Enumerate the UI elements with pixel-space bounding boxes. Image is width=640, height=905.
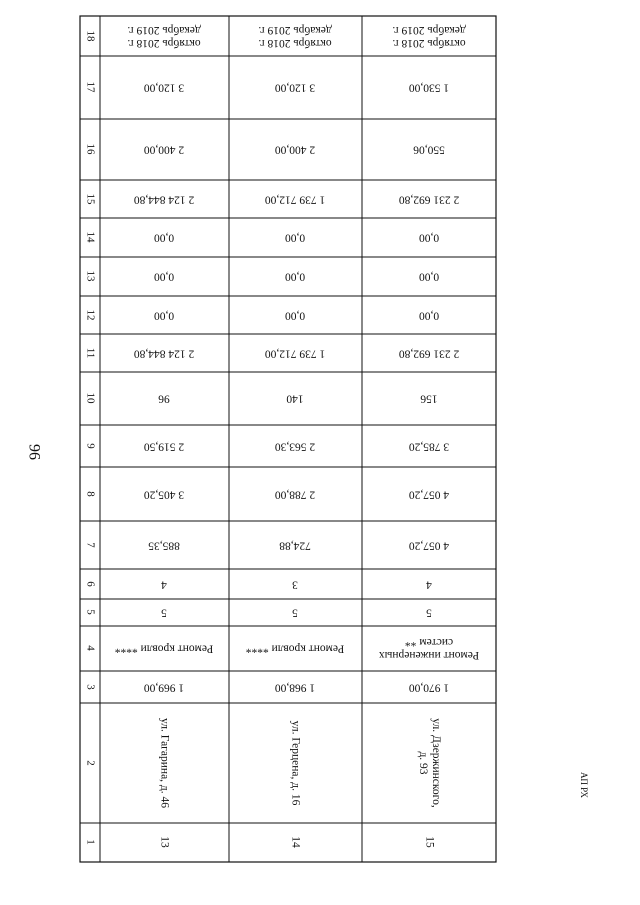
footer-mark: АП РХ bbox=[578, 771, 589, 799]
cell-c10: 140 bbox=[286, 392, 304, 405]
cell-row-number: 13 bbox=[158, 836, 171, 848]
cell-c18: декабрь 2019 г. bbox=[392, 23, 466, 36]
column-number: 14 bbox=[84, 231, 97, 243]
cell-work: систем ** bbox=[404, 635, 454, 648]
cell-c8: 2 788,00 bbox=[274, 488, 316, 501]
cell-c8: 4 057,20 bbox=[408, 488, 450, 501]
cell-c18: октябрь 2018 г. bbox=[258, 36, 332, 49]
cell-c15: 2 231 692,80 bbox=[398, 193, 460, 206]
cell-c14: 0,00 bbox=[418, 231, 440, 244]
cell-c11: 2 231 692,80 bbox=[398, 347, 460, 360]
cell-c15: 2 124 844,80 bbox=[133, 193, 195, 206]
cell-c8: 3 405,20 bbox=[143, 488, 185, 501]
cell-c18: декабрь 2019 г. bbox=[127, 23, 201, 36]
cell-c16: 550,06 bbox=[413, 143, 445, 156]
cell-address: ул. Дзержинского, bbox=[429, 718, 442, 808]
page-number: 96 bbox=[25, 444, 43, 460]
row-dividers bbox=[100, 16, 362, 862]
cell-c13: 0,00 bbox=[418, 270, 440, 283]
cell-year: 1 969,00 bbox=[143, 681, 185, 694]
column-number: 10 bbox=[84, 392, 97, 404]
cell-c11: 1 739 712,00 bbox=[264, 347, 326, 360]
column-number: 1 bbox=[84, 839, 97, 845]
cell-c14: 0,00 bbox=[153, 231, 175, 244]
cell-c16: 2 400,00 bbox=[274, 143, 316, 156]
cell-c9: 2 519,50 bbox=[143, 440, 185, 453]
cell-c9: 2 563,30 bbox=[274, 440, 316, 453]
cell-c9: 3 785,20 bbox=[408, 440, 450, 453]
cell-address: ул. Герцена, д. 16 bbox=[289, 720, 302, 806]
column-number: 7 bbox=[84, 542, 97, 548]
cell-year: 1 968,00 bbox=[274, 681, 316, 694]
cell-c5: 5 bbox=[161, 606, 167, 619]
column-number: 8 bbox=[84, 491, 97, 497]
cell-c16: 2 400,00 bbox=[143, 143, 185, 156]
cell-address: д. 93 bbox=[416, 751, 429, 775]
column-number: 6 bbox=[84, 581, 97, 587]
column-number: 16 bbox=[84, 143, 97, 155]
cell-c6: 4 bbox=[426, 578, 432, 591]
column-number: 12 bbox=[84, 309, 97, 321]
cell-c13: 0,00 bbox=[153, 270, 175, 283]
cell-c14: 0,00 bbox=[284, 231, 306, 244]
cell-c12: 0,00 bbox=[284, 309, 306, 322]
cell-c7: 885,35 bbox=[148, 539, 180, 552]
cell-c18: октябрь 2018 г. bbox=[392, 36, 466, 49]
cell-c5: 5 bbox=[292, 606, 298, 619]
cell-c5: 5 bbox=[426, 606, 432, 619]
cell-c6: 4 bbox=[161, 578, 167, 591]
column-number: 5 bbox=[84, 609, 97, 615]
cell-c7: 4 057,20 bbox=[408, 539, 450, 552]
cell-c12: 0,00 bbox=[418, 309, 440, 322]
cell-c13: 0,00 bbox=[284, 270, 306, 283]
cell-c6: 3 bbox=[292, 578, 298, 591]
column-number: 15 bbox=[84, 193, 97, 205]
cell-c11: 2 124 844,80 bbox=[133, 347, 195, 360]
cell-c10: 156 bbox=[420, 392, 438, 405]
cell-c17: 1 530,00 bbox=[408, 81, 450, 94]
column-number: 17 bbox=[84, 81, 97, 93]
cell-c15: 1 739 712,00 bbox=[264, 193, 326, 206]
cell-year: 1 970,00 bbox=[408, 681, 450, 694]
column-number: 4 bbox=[84, 645, 97, 651]
column-number: 13 bbox=[84, 270, 97, 282]
cell-work: Ремонт инженерных bbox=[378, 648, 480, 661]
cell-c18: октябрь 2018 г. bbox=[127, 36, 201, 49]
cell-c12: 0,00 bbox=[153, 309, 175, 322]
column-dividers bbox=[80, 56, 496, 823]
cell-row-number: 14 bbox=[289, 836, 302, 848]
cell-c7: 724,88 bbox=[279, 539, 311, 552]
column-number: 2 bbox=[84, 760, 97, 766]
cell-work: Ремонт кровли **** bbox=[245, 642, 345, 655]
cell-c10: 96 bbox=[158, 392, 170, 405]
cell-c17: 3 120,00 bbox=[143, 81, 185, 94]
cell-row-number: 15 bbox=[423, 836, 436, 848]
column-number: 18 bbox=[84, 30, 97, 42]
cell-work: Ремонт кровли **** bbox=[114, 642, 214, 655]
column-number: 3 bbox=[84, 684, 97, 690]
column-number: 9 bbox=[84, 443, 97, 449]
cell-address: ул. Гагарина, д. 46 bbox=[158, 717, 171, 809]
cell-c17: 3 120,00 bbox=[274, 81, 316, 94]
column-number: 11 bbox=[84, 347, 97, 359]
cell-c18: декабрь 2019 г. bbox=[258, 23, 332, 36]
